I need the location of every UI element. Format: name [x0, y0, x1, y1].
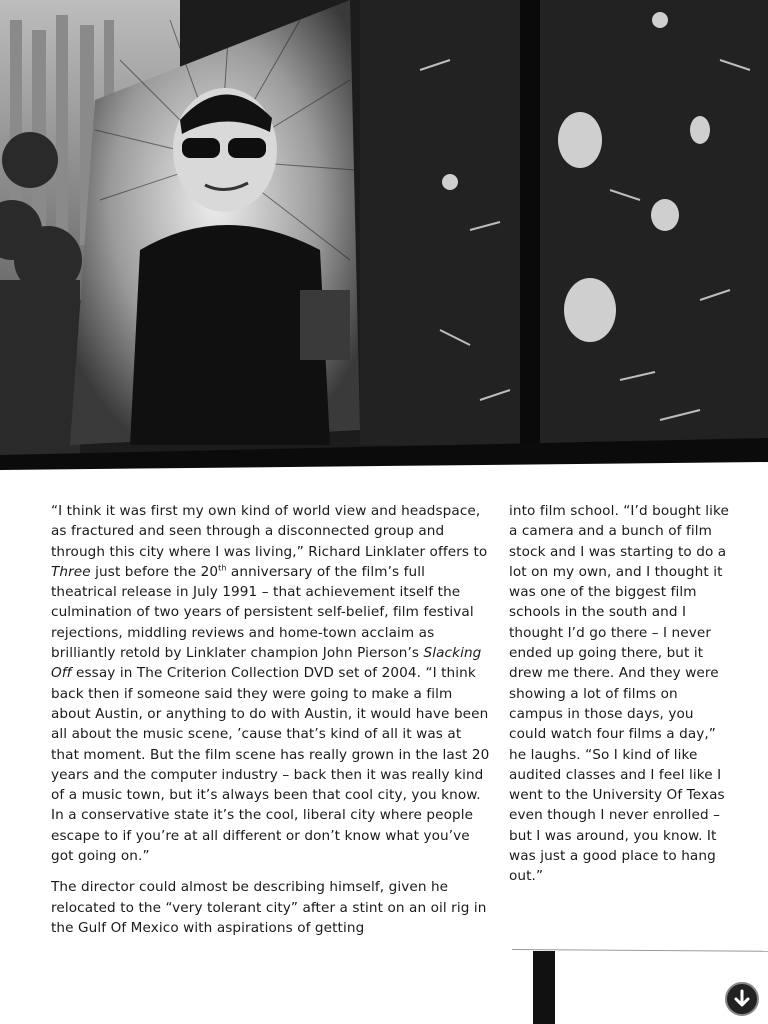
decorative-film-strip: [533, 951, 555, 1024]
article-paragraph: The director could almost be describing himself, given he relocated to the “very tolerant city” after a stint on an oil rig in the Gulf Of Mexico with aspirations of getting: [51, 879, 487, 936]
arrow-down-circle-icon: [732, 989, 752, 1009]
article-paragraph: into film school. “I’d bought like a camera and a bunch of film stock and I was starting to do a lot on my own, and I thought it was one of the biggest film schools in the south and I thought I’d go there – I never ended up going there, but it drew me there. And they were showing a lot of films on campus in those days, you could watch four films a day,” he laughs. “So I kind of like audited classes and I feel like I went to the University Of Texas even though I never enrolled – but I was around, you know. It was just a good place to hang out.”: [509, 503, 729, 885]
hero-photo: [0, 0, 768, 478]
next-page-button[interactable]: [725, 982, 759, 1016]
article-paragraph: “I think it was first my own kind of world view and headspace, as fractured and seen through a disconnected group and through this city where I was living,” Richard Linklater offers to Three just before the 20th anniversary of the film’s full theatrical release in July 1991 – that achievement itself the culmination of two years of persistent self-belief, film festival rejections, middling reviews and home-town acclaim as brilliantly retold by Linklater champion John Pierson’s Slacking Off essay in The Criterion Collection DVD set of 2004. “I think back then if someone said they were going to make a film about Austin, or anything to do with Austin, it would have been all about the music scene, ’cause that’s kind of all it was at that moment. But the film scene has really grown in the last 20 years and the computer industry – back then it was really kind of a music town, but it’s always been that cool city, you know. In a conservative state it’s the cool, liberal city where people escape to if you’re at all different or don’t know what you’ve got going on.”: [51, 503, 490, 865]
article-left-column: [51, 501, 491, 949]
article-right-column: [509, 501, 729, 898]
